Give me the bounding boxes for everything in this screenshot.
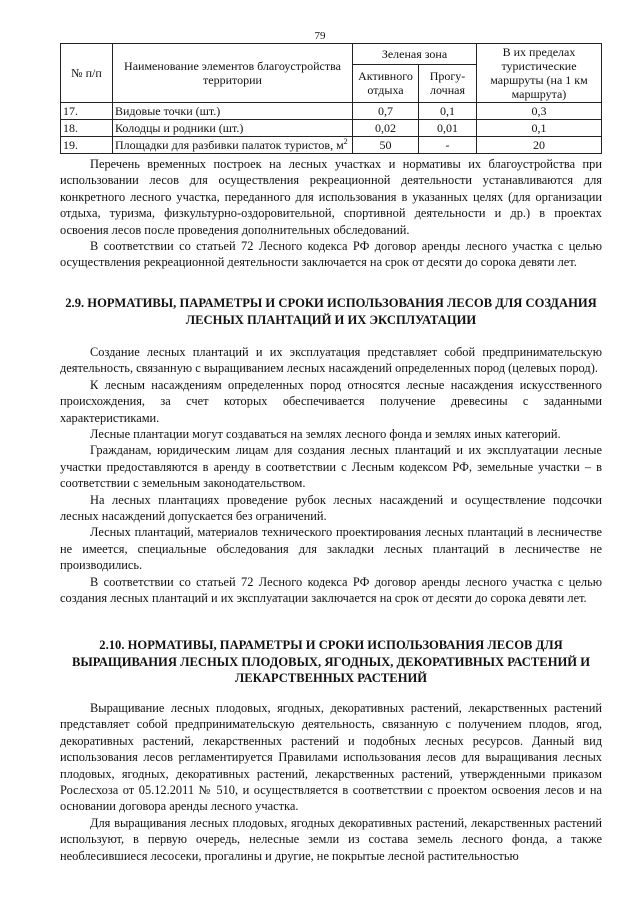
row-walk: 0,1	[419, 103, 477, 120]
paragraph: Перечень временных построек на лесных участках и нормативы их благоустройства при использовании лесов для осуществления рекреационной деятельности устанавливаются для конкретного лесного участка, переданного для использования в указанных целях (для организации отдыха, туризма, физкультурно-оздоровительной, спортивной деятельности и др.) в проектах освоения лесов после проведения дополнительных обследований.	[60, 157, 602, 237]
paragraph: Лесные плантации могут создаваться на землях лесного фонда и землях иных категорий.	[90, 427, 561, 442]
paragraph: К лесным насаждениям определенных пород относятся лесные насаждения искусственного происхождения, за счет которых обеспечивается получение древесины с заданными характеристиками.	[60, 377, 602, 425]
header-name: Наименование элементов благоустройства территории	[113, 44, 353, 103]
paragraph: Лесных плантаций, материалов технического проектирования лесных плантаций в лесничестве не имеется, специальные обследования для закладки лесных плантаций в лесничестве не производились.	[60, 525, 602, 573]
row-walk: 0,01	[419, 120, 477, 137]
page-number: 79	[314, 30, 326, 42]
section-2-9-text	[60, 344, 602, 607]
paragraph: На лесных плантациях проведение рубок лесных насаждений и осуществление подсочки лесных насаждений допускается без ограничений.	[60, 492, 602, 524]
table-header-row	[61, 44, 602, 65]
paragraph: Создание лесных плантаций и их эксплуатация представляет собой предпринимательскую деятельность, связанную с выращиванием лесных насаждений определенных пород (целевых пород).	[60, 345, 602, 376]
row-walk: -	[419, 137, 477, 154]
row-num: 19.	[61, 137, 113, 154]
intro-text	[60, 156, 602, 271]
row-active: 0,02	[353, 120, 419, 137]
row-routes: 0,3	[477, 103, 602, 120]
row-name: Площадки для разбивки палаток туристов, м	[115, 138, 344, 152]
recreation-norms-table	[60, 43, 602, 154]
table-row	[61, 103, 602, 120]
paragraph: Для выращивания лесных плодовых, ягодных декоративных растений, лекарственных растений используют, в первую очередь, нелесные земли из состава земель лесного фонда, а также необлесившиеся лесосеки, прогалины и другие, не покрытые лесной растительностью	[60, 815, 602, 863]
row-num: 18.	[61, 120, 113, 137]
row-name-superscript: 2	[343, 137, 348, 146]
row-num: 17.	[61, 103, 113, 120]
table-row	[61, 137, 602, 154]
row-routes: 0,1	[477, 120, 602, 137]
row-name: Колодцы и родники (шт.)	[113, 120, 353, 137]
table-row	[61, 120, 602, 137]
section-heading-2-9: 2.9. НОРМАТИВЫ, ПАРАМЕТРЫ И СРОКИ ИСПОЛЬЗОВАНИЯ ЛЕСОВ ДЛЯ СОЗДАНИЯ ЛЕСНЫХ ПЛАНТАЦИЙ И ИХ ЭКСПЛУАТАЦИИ	[65, 296, 597, 327]
header-num: № п/п	[61, 44, 113, 103]
paragraph: В соответствии со статьей 72 Лесного кодекса РФ договор аренды лесного участка с целью создания лесных плантаций и их эксплуатации заключается на срок от десяти до сорока девяти лет.	[60, 574, 602, 606]
row-name-cell	[113, 137, 353, 154]
paragraph: Гражданам, юридическим лицам для создания лесных плантаций и их эксплуатации лесные участки предоставляются в аренду в соответствии с Лесным кодексом РФ, земельные участки – в соответствии с земельным законодательством.	[60, 443, 602, 491]
header-green-zone: Зеленая зона	[353, 44, 477, 65]
header-routes: В их пределах туристические маршруты (на 1 км маршрута)	[477, 44, 602, 103]
row-active: 50	[353, 137, 419, 154]
header-walk: Прогу-лочная	[419, 64, 477, 102]
row-name: Видовые точки (шт.)	[113, 103, 353, 120]
section-2-10-text	[60, 700, 602, 864]
paragraph: В соответствии со статьей 72 Лесного кодекса РФ договор аренды лесного участка с целью осуществления рекреационной деятельности заключается на срок от десяти до сорока девяти лет.	[60, 239, 602, 270]
section-heading-2-10: 2.10. НОРМАТИВЫ, ПАРАМЕТРЫ И СРОКИ ИСПОЛЬЗОВАНИЯ ЛЕСОВ ДЛЯ ВЫРАЩИВАНИЯ ЛЕСНЫХ ПЛОДОВЫХ, ЯГОДНЫХ, ДЕКОРАТИВНЫХ РАСТЕНИЙ И ЛЕКАРСТВЕННЫХ РАСТЕНИЙ	[71, 638, 591, 685]
paragraph: Выращивание лесных плодовых, ягодных, декоративных растений, лекарственных растений представляет собой предпринимательскую деятельность, связанную с получением плодов, ягод, декоративных растений, лекарственных растений и подобных лесных ресурсов. Данный вид использования лесов регламентируется Правилами использования лесов для выращивания лесных плодовых, ягодных, декоративных растений, лекарственных растений, утвержденными приказом Рослесхоза от 05.12.2011 № 510, и осуществляется в соответствии с проектом освоения лесов и на основании договора аренды лесного участка.	[60, 701, 602, 814]
header-active: Активного отдыха	[353, 64, 419, 102]
row-active: 0,7	[353, 103, 419, 120]
row-routes: 20	[477, 137, 602, 154]
